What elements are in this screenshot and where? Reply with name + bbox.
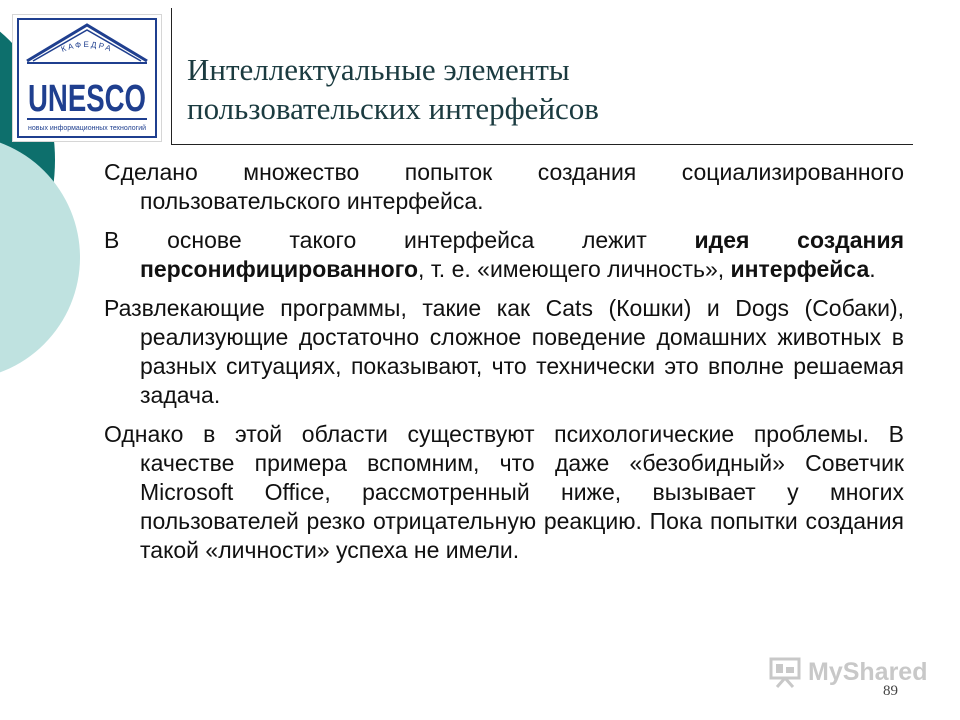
logo-bottom-text: новых информационных технологий — [28, 125, 147, 132]
logo-name: UNESCO — [28, 78, 146, 120]
slide-title — [187, 50, 887, 128]
text-run: , т. е. «имеющего личность», — [418, 256, 731, 282]
bullet-paragraph — [104, 420, 904, 565]
slide-title-line-2: пользовательских интерфейсов — [187, 91, 599, 126]
text-run: Развлекающие программы, такие как Cats (Кошки) и Dogs (Собаки), реализующие достаточно сложное поведение домашних животных в разных ситуациях, показывают, что технически это вполне решаемая задача. — [104, 295, 904, 408]
header-horizontal-rule — [171, 144, 913, 145]
header-vertical-rule — [171, 8, 172, 145]
decorative-light-circle — [0, 135, 80, 380]
unesco-logo-graphic — [13, 15, 161, 141]
bullet-paragraph — [104, 294, 904, 410]
page-number: 89 — [883, 683, 898, 699]
text-run: Однако в этой области существуют психологические проблемы. В качестве примера вспомним, что даже «безобидный» Советчик Microsoft Office, рассмотренный ниже, вызывает у многих пользователей резко отрицательную реакцию. Пока попытки создания такой «личности» успеха не имели. — [104, 421, 904, 563]
slide-title-line-1: Интеллектуальные элементы — [187, 52, 570, 87]
text-run: В основе такого интерфейса лежит — [104, 227, 695, 253]
watermark-text: MyShared — [808, 657, 928, 686]
text-run: Сделано множество попыток создания социализированного пользовательского интерфейса. — [104, 159, 904, 214]
bullet-paragraph — [104, 158, 904, 216]
bold-text: интерфейса — [730, 256, 870, 282]
presentation-board-icon — [768, 656, 802, 688]
logo-top-text: КАФЕДРА — [59, 39, 115, 54]
slide-body — [104, 158, 904, 575]
unesco-logo — [12, 14, 162, 142]
bullet-paragraph — [104, 226, 904, 284]
bold-text: идея создания персонифицированного — [140, 227, 905, 282]
text-run: . — [869, 256, 876, 282]
myshared-watermark — [768, 656, 927, 688]
